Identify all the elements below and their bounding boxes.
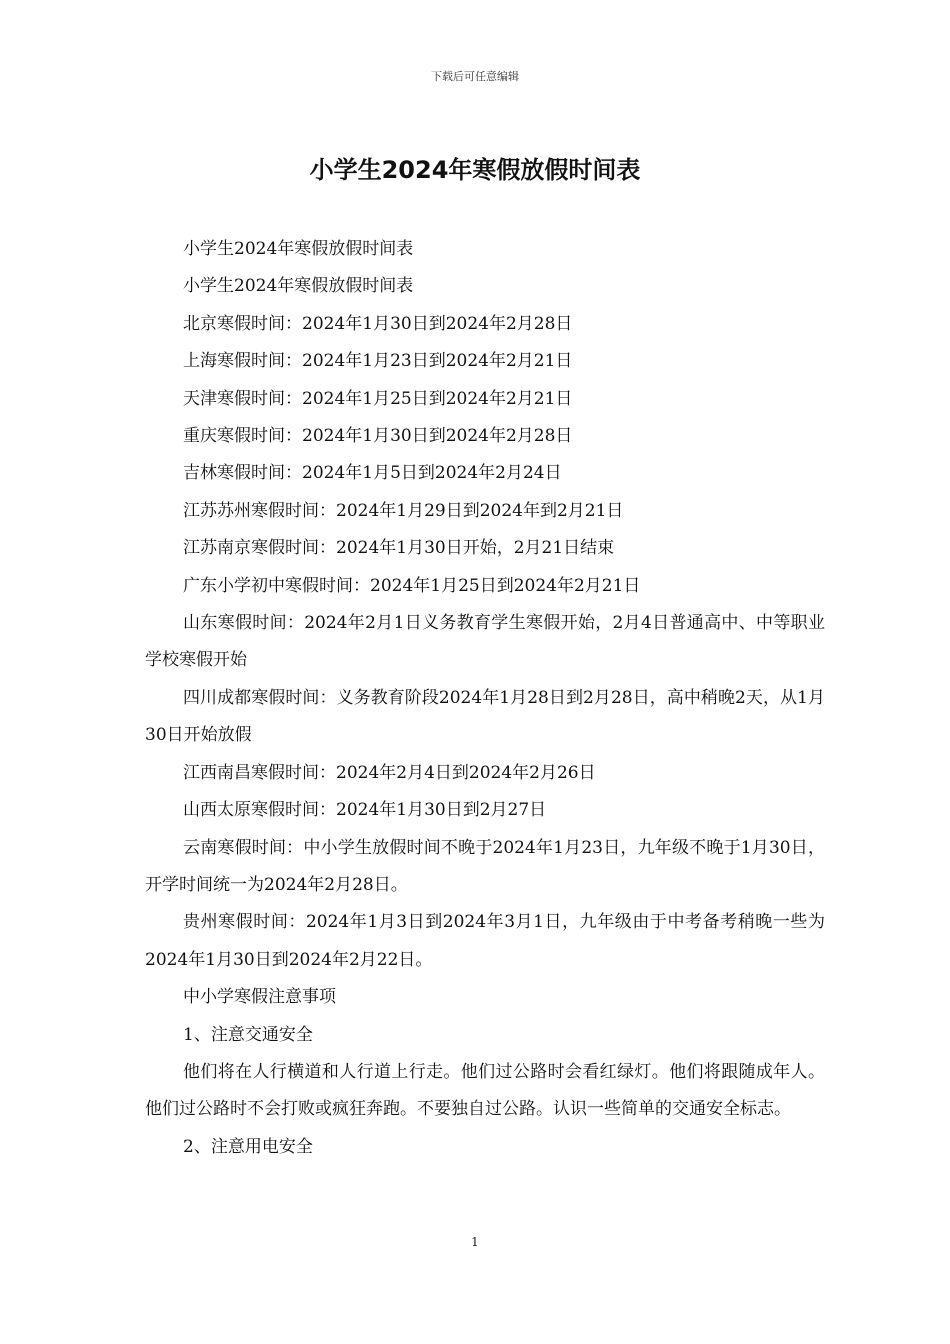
paragraph: 广东小学初中寒假时间：2024年1月25日到2024年2月21日	[183, 575, 641, 596]
page-number: 1	[471, 1235, 479, 1249]
paragraph: 小学生2024年寒假放假时间表	[183, 276, 414, 297]
page-header-note: 下载后可任意编辑	[431, 70, 519, 83]
paragraph: 重庆寒假时间：2024年1月30日到2024年2月28日	[183, 426, 573, 447]
paragraph: 江苏苏州寒假时间：2024年1月29日到2024年到2月21日	[183, 500, 624, 521]
subsection-heading: 2、注意用电安全	[183, 1136, 313, 1157]
paragraph: 四川成都寒假时间：义务教育阶段2024年1月28日到2月28日，高中稍晚2天，从1月30日开始放假	[145, 687, 825, 746]
paragraph: 云南寒假时间：中小学生放假时间不晚于2024年1月23日，九年级不晚于1月30日，开学时间统一为2024年2月28日。	[145, 837, 825, 895]
section-heading: 中小学寒假注意事项	[183, 987, 336, 1008]
paragraph: 江苏南京寒假时间：2024年1月30日开始，2月21日结束	[183, 538, 615, 559]
paragraph: 江西南昌寒假时间：2024年2月4日到2024年2月26日	[183, 762, 596, 783]
paragraph: 上海寒假时间：2024年1月23日到2024年2月21日	[183, 351, 573, 372]
paragraph: 北京寒假时间：2024年1月30日到2024年2月28日	[183, 313, 573, 334]
paragraph: 贵州寒假时间：2024年1月3日到2024年3月1日，九年级由于中考备考稍晚一些为2024年1月30日到2024年2月22日。	[145, 912, 825, 970]
paragraph: 山东寒假时间：2024年2月1日义务教育学生寒假开始，2月4日普通高中、中等职业学校寒假开始	[145, 613, 825, 671]
paragraph: 吉林寒假时间：2024年1月5日到2024年2月24日	[183, 463, 562, 484]
document-title: 小学生2024年寒假放假时间表	[309, 156, 641, 184]
paragraph: 小学生2024年寒假放假时间表	[183, 239, 414, 259]
document-body	[145, 231, 825, 1166]
paragraph: 他们将在人行横道和人行道上行走。他们过公路时会看红绿灯。他们将跟随成年人。他们过公路时不会打败或疯狂奔跑。不要独自过公路。认识一些简单的交通安全标志。	[145, 1061, 825, 1120]
paragraph: 山西太原寒假时间：2024年1月30日到2月27日	[183, 800, 547, 821]
paragraph: 天津寒假时间：2024年1月25日到2024年2月21日	[183, 388, 573, 409]
subsection-heading: 1、注意交通安全	[183, 1024, 313, 1045]
